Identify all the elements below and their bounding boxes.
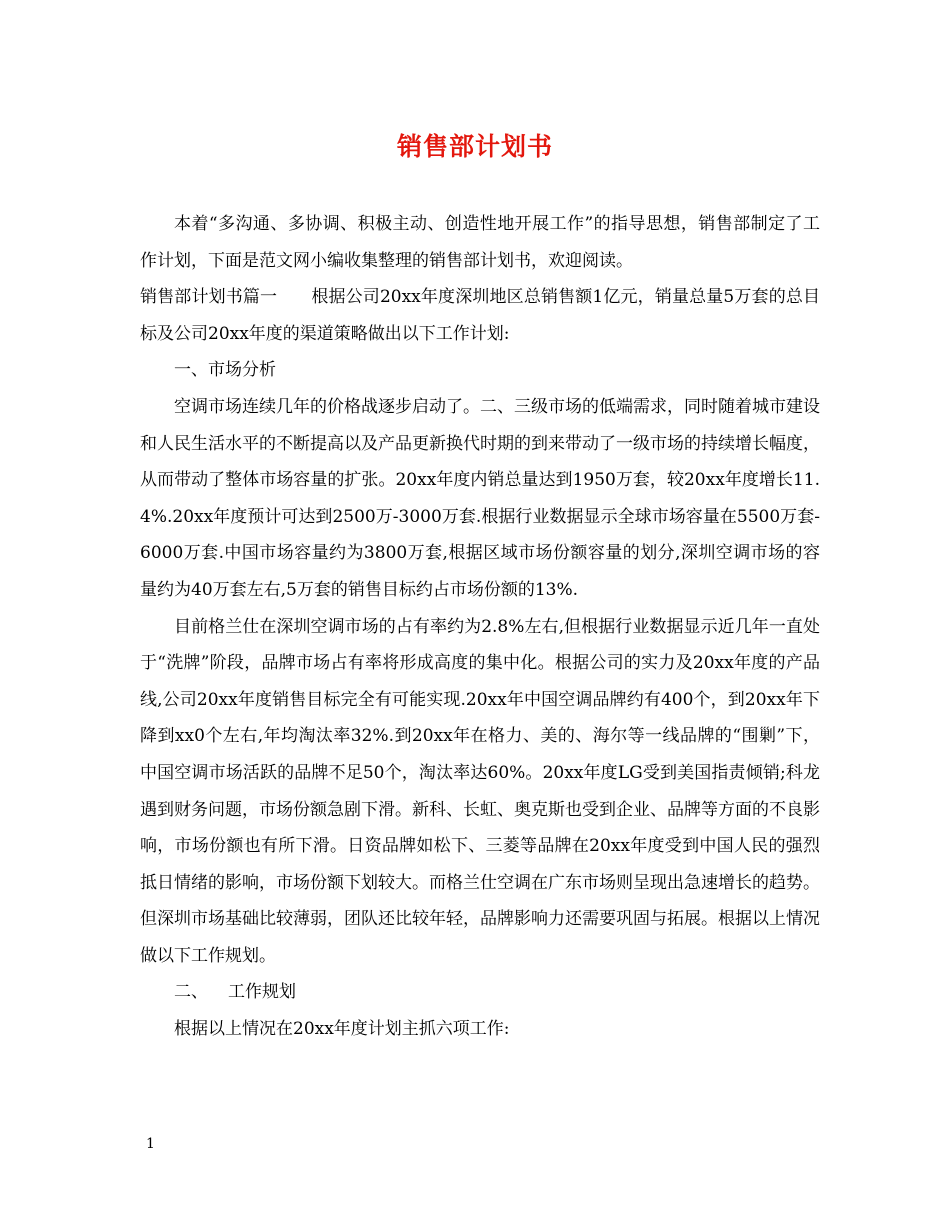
- section-title: 工作规划: [228, 982, 296, 1003]
- document-body: [140, 206, 820, 1048]
- section-heading-work-plan: [140, 974, 820, 1011]
- document-title: 销售部计划书: [396, 132, 553, 161]
- chapter-label: 销售部计划书篇一: [140, 287, 278, 308]
- chapter-text: 根据公司20xx年度深圳地区总销售额1亿元，销量总量5万套的总目标及公司20xx年度的渠道策略做出以下工作计划:: [140, 287, 821, 344]
- chapter-paragraph: [140, 279, 820, 352]
- market-analysis-paragraph-2: 目前格兰仕在深圳空调市场的占有率约为2.8%左右,但根据行业数据显示近几年一直处于“洗牌”阶段，品牌市场占有率将形成高度的集中化。根据公司的实力及20xx年度的产品线,公司20xx年度销售目标完全有可能实现.20xx年中国空调品牌约有400个，到20xx年下降到xx0个左右,年均淘汰率32%.到20xx年在格力、美的、海尔等一线品牌的“围剿”下，中国空调市场活跃的品牌不足50个，淘汰率达60%。20xx年度LG受到美国指责倾销;科龙遇到财务问题，市场份额急剧下滑。新科、长虹、奥克斯也受到企业、品牌等方面的不良影响，市场份额也有所下滑。日资品牌如松下、三菱等品牌在20xx年度受到中国人民的强烈抵日情绪的影响，市场份额下划较大。而格兰仕空调在广东市场则呈现出急速增长的趋势。但深圳市场基础比较薄弱，团队还比较年轻，品牌影响力还需要巩固与拓展。根据以上情况做以下工作规划。: [140, 616, 820, 966]
- section-number: 二、: [174, 982, 208, 1003]
- intro-paragraph: 本着“多沟通、多协调、积极主动、创造性地开展工作”的指导思想，销售部制定了工作计划，下面是范文网小编收集整理的销售部计划书，欢迎阅读。: [140, 214, 820, 271]
- market-analysis-paragraph-1: 空调市场连续几年的价格战逐步启动了。二、三级市场的低端需求，同时随着城市建设和人民生活水平的不断提高以及产品更新换代时期的到来带动了一级市场的持续增长幅度，从而带动了整体市场容量的扩张。20xx年度内销总量达到1950万套，较20xx年度增长11.4%.20xx年度预计可达到2500万-3000万套.根据行业数据显示全球市场容量在5500万套-6000万套.中国市场容量约为3800万套,根据区域市场份额容量的划分,深圳空调市场的容量约为40万套左右,5万套的销售目标约占市场份额的13%.: [140, 396, 820, 600]
- section-heading-market-analysis: 一、市场分析: [174, 360, 276, 381]
- page-number: 1: [146, 1136, 155, 1152]
- work-plan-paragraph: 根据以上情况在20xx年度计划主抓六项工作:: [174, 1019, 510, 1040]
